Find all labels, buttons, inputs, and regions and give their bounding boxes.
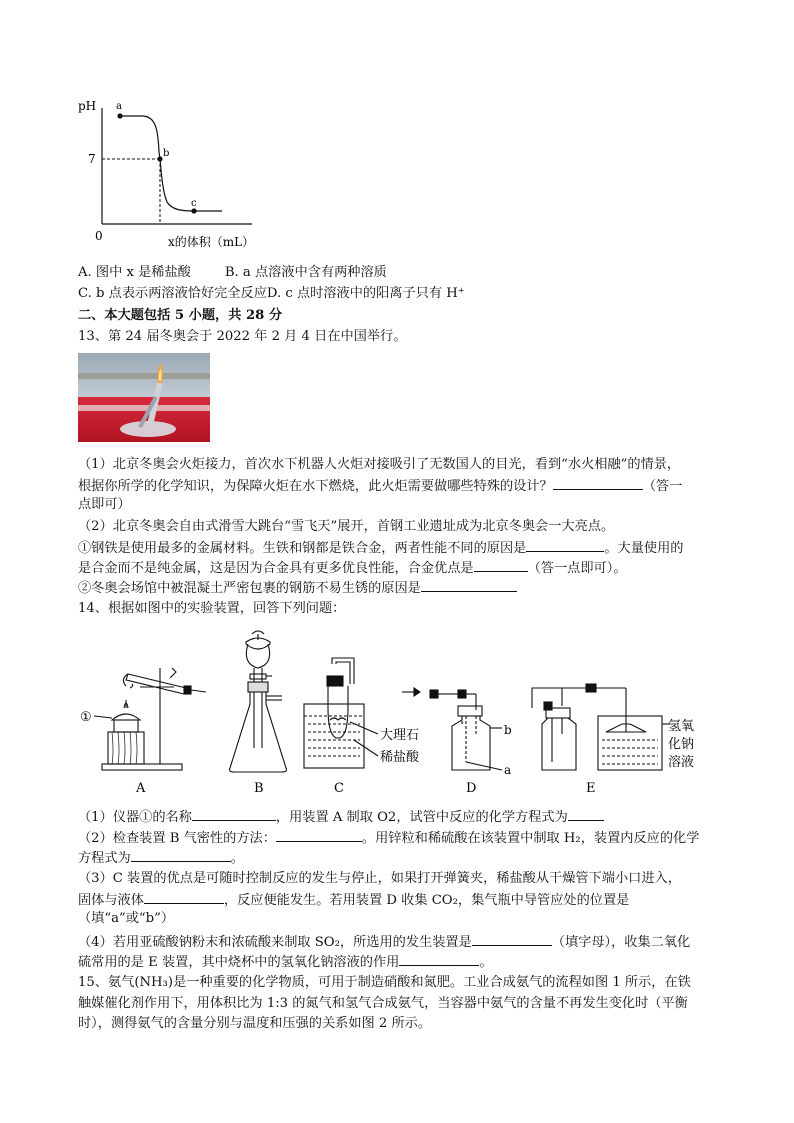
q15-line1: 15、氨气(NH₃)是一种重要的化学物质，可用于制造硝酸和氮肥。工业合成氨气的流程如图 1 所示，在铁: [78, 975, 691, 990]
e-label-2: 化钠: [668, 737, 695, 752]
q15-line2: 触媒催化剂作用下，用体积比为 1:3 的氮气和氢气合成氨气，当容器中氨气的含量不再发生变化时（平衡: [78, 996, 688, 1011]
q13-part1-line2: [78, 475, 718, 497]
q14-part4-line2: [78, 951, 718, 973]
leader-1: [94, 716, 112, 718]
caption-e: E: [586, 781, 596, 796]
q14-part1-blank1[interactable]: [192, 806, 276, 821]
q12-option-d: D. c 点时溶液中的阳离子只有 H⁺: [266, 286, 465, 301]
q14-part4-text: （4）若用亚硫酸钠粉末和浓硫酸来制取 SO₂，所选用的发生装置是: [78, 935, 472, 950]
q12-option-b: B. a 点溶液中含有两种溶质: [224, 265, 387, 280]
q14-part4-line1: [78, 931, 718, 953]
q13-part1-note: （答一: [642, 479, 683, 494]
caption-d: D: [466, 781, 477, 796]
q14-part2-text: （2）检查装置 B 气密性的方法：: [78, 831, 276, 846]
point-c-label: c: [191, 198, 197, 209]
q13-part2-stem: （2）北京冬奥会自由式滑雪大跳台“雪飞天”展开，首钢工业遗址成为北京冬奥会一大亮点。: [78, 519, 615, 534]
point-a: [117, 113, 122, 118]
x-axis-label: x的体积（mL）: [168, 235, 255, 249]
q13-part2-i-line2: [78, 557, 718, 579]
apparatus-e: [532, 684, 670, 770]
q13-part2-ii-text: ②冬奥会场馆中被混凝土严密包裹的钢筋不易生锈的原因是: [78, 581, 421, 596]
q14-part2-line1: [78, 827, 718, 849]
q14-part3-text: 固体与液体: [78, 893, 144, 908]
q14-part2-blank1[interactable]: [276, 827, 362, 842]
q14-part1-blank2[interactable]: [568, 806, 604, 821]
ph-curve: [120, 116, 222, 211]
q14-part4-blank2[interactable]: [399, 951, 479, 966]
q13-part2-i-line1: [78, 537, 718, 559]
point-c: [191, 208, 196, 213]
q14-part2-text3: 方程式为: [78, 851, 131, 866]
q14-part1: [78, 806, 718, 828]
q14-part4-blank1[interactable]: [472, 931, 552, 946]
caption-a: A: [136, 781, 146, 796]
point-b-label: b: [163, 148, 170, 159]
q14-part4-text3: 硫常用的是 E 装置，其中烧杯中的氢氧化钠溶液的作用: [78, 955, 400, 970]
q13-part1-line1: （1）北京冬奥会火炬接力，首次水下机器人火炬对接吸引了无数国人的目光，看到“水火相融”的情景，: [78, 457, 681, 472]
lab-apparatus-figure: [78, 624, 718, 800]
y-axis-label: pH: [78, 99, 97, 113]
point-b: [157, 156, 162, 161]
q12-options-row1: [78, 263, 718, 283]
q14-part4-text4: 。: [479, 955, 493, 970]
q14-part1-text2: ，用装置 A 制取 O2，试管中反应的化学方程式为: [275, 810, 568, 825]
q14-part3-blank1[interactable]: [144, 889, 224, 904]
caption-c: C: [334, 781, 344, 796]
q13-part2-i2-note: （答一点即可）。: [527, 561, 627, 576]
q13-part1-question: 根据你所学的化学知识，为保障火炬在水下燃烧，此火炬需要做哪些特殊的设计？: [78, 479, 553, 494]
q12-option-c: C. b 点表示两溶液恰好完全反应: [78, 286, 267, 301]
q12-options-row2: [78, 284, 718, 304]
q13-part2-i-blank[interactable]: [526, 537, 604, 552]
q13-part1-line3: 点即可）: [78, 497, 131, 512]
q14-part2-blank2[interactable]: [131, 847, 231, 862]
q13-part2-i-text: ①钢铁是使用最多的金属材料。生铁和钢都是铁合金，两者性能不同的原因是: [78, 541, 527, 556]
e-label-1: 氢氧: [668, 719, 695, 734]
q14-part1-text: （1）仪器①的名称: [78, 810, 192, 825]
apparatus-c: [304, 658, 378, 768]
q14-part3-line2: [78, 889, 718, 911]
q13-part2-i2-text: 是合金而不是纯金属，这是因为合金具有更多优良性能，合金优点是: [78, 561, 474, 576]
q14-part4-text2: （填字母），收集二氧化: [551, 935, 691, 950]
ph-curve-chart: [70, 90, 280, 250]
q14-part2-text4: 。: [230, 851, 244, 866]
c-label-marble: 大理石: [380, 728, 420, 743]
q12-option-a: A. 图中 x 是稀盐酸: [78, 265, 191, 280]
origin-label: 0: [95, 229, 103, 243]
label-1: ①: [80, 710, 92, 725]
q13-part2-i2-blank[interactable]: [474, 557, 528, 572]
section2-title: 二、本大题包括 5 小题，共 28 分: [78, 308, 283, 323]
q14-part3-line1: （3）C 装置的优点是可随时控制反应的发生与停止，如果打开弹簧夹，稀盐酸从干燥管下端小口进入，: [78, 871, 681, 886]
q13-part2-ii-line: [78, 577, 718, 599]
y-tick-7: 7: [88, 152, 96, 166]
q14-part3-text2: ，反应便能发生。若用装置 D 收集 CO₂，集气瓶中导管应处的位置是: [223, 893, 630, 908]
caption-b: B: [254, 781, 264, 796]
e-label-3: 溶液: [668, 755, 695, 770]
q13-stem: 13、第 24 届冬奥会于 2022 年 2 月 4 日在中国举行。: [78, 329, 407, 344]
d-label-b: b: [504, 723, 512, 737]
d-label-a: a: [504, 763, 512, 777]
q14-stem: 14、根据如图中的实验装置，回答下列问题：: [78, 601, 346, 616]
q14-part2-line2: [78, 847, 718, 869]
q14-part2-text2: 。用锌粒和稀硫酸在该装置中制取 H₂，装置内反应的化学: [361, 831, 700, 846]
q13-part1-blank[interactable]: [553, 475, 643, 490]
q14-part3-line3: （填“a”或“b”）: [78, 911, 175, 926]
apparatus-a: [102, 668, 206, 770]
torch-photo-drawing: [78, 353, 210, 442]
q13-part2-ii-blank[interactable]: [421, 577, 517, 592]
q13-part2-i-text2: 。大量使用的: [604, 541, 684, 556]
point-a-label: a: [116, 101, 122, 112]
apparatus-b: [230, 631, 287, 772]
c-label-acid: 稀盐酸: [380, 750, 420, 765]
q15-line3: 时），测得氨气的含量分别与温度和压强的关系如图 2 所示。: [78, 1016, 432, 1031]
torch-underwater-photo: [78, 353, 210, 442]
